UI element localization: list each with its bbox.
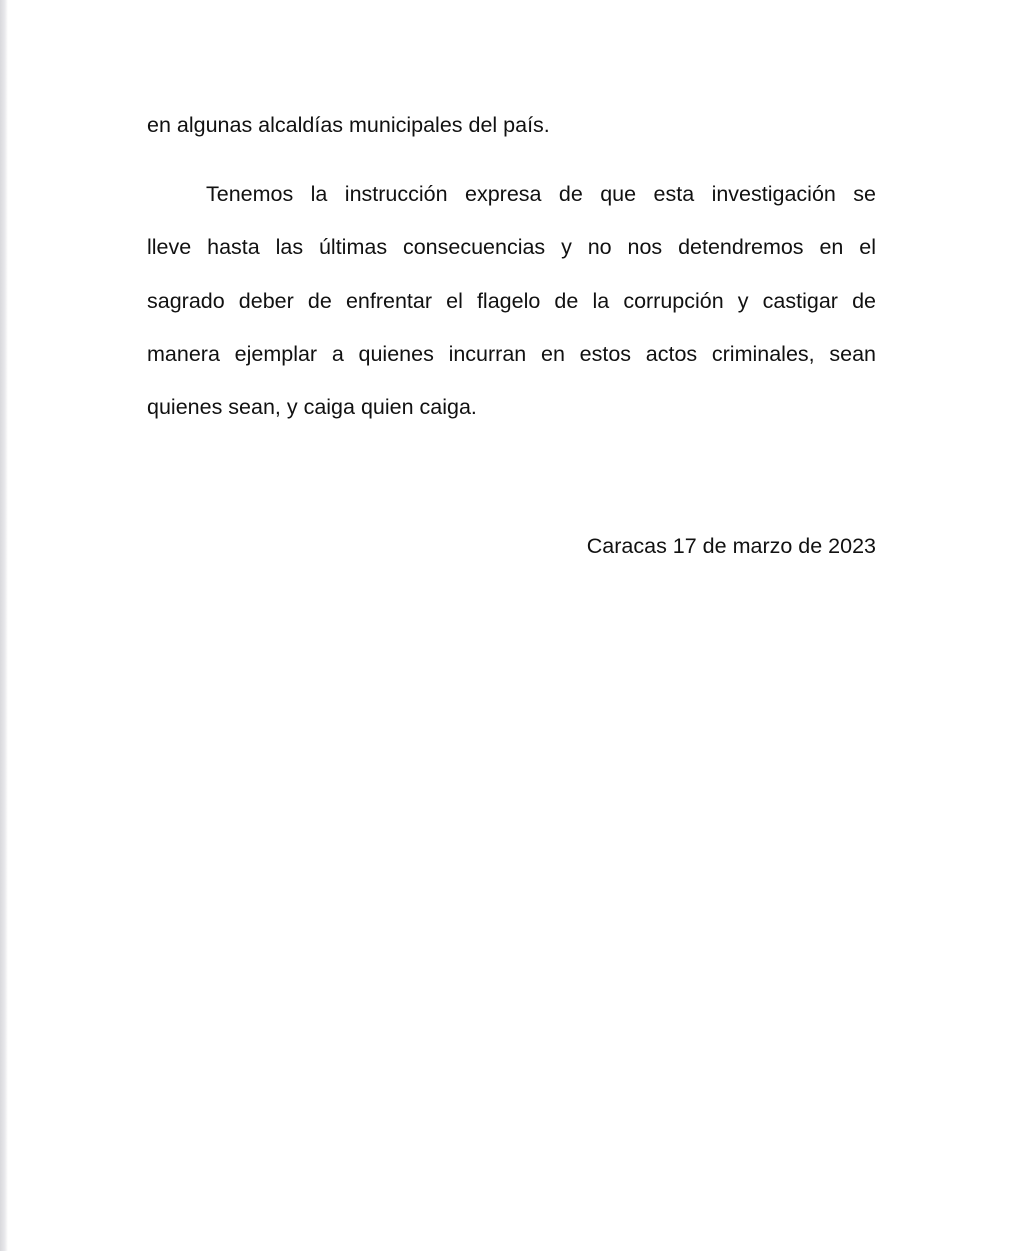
paragraph-line-5: quienes sean, y caiga quien caiga. xyxy=(147,395,477,419)
paragraph-line-3: sagrado deber de enfrentar el flagelo de la corrupción y castigar de xyxy=(147,289,876,313)
page-left-edge xyxy=(0,0,8,1251)
document-page xyxy=(8,0,1012,1251)
paragraph-line-1: Tenemos la instrucción expresa de que esta investigación se xyxy=(206,182,876,206)
paragraph-line-2: lleve hasta las últimas consecuencias y no nos detendremos en el xyxy=(147,235,876,259)
paragraph-line-4: manera ejemplar a quienes incurran en estos actos criminales, sean xyxy=(147,342,876,366)
date-line: Caracas 17 de marzo de 2023 xyxy=(586,534,876,558)
continuation-line: en algunas alcaldías municipales del país. xyxy=(147,113,550,137)
